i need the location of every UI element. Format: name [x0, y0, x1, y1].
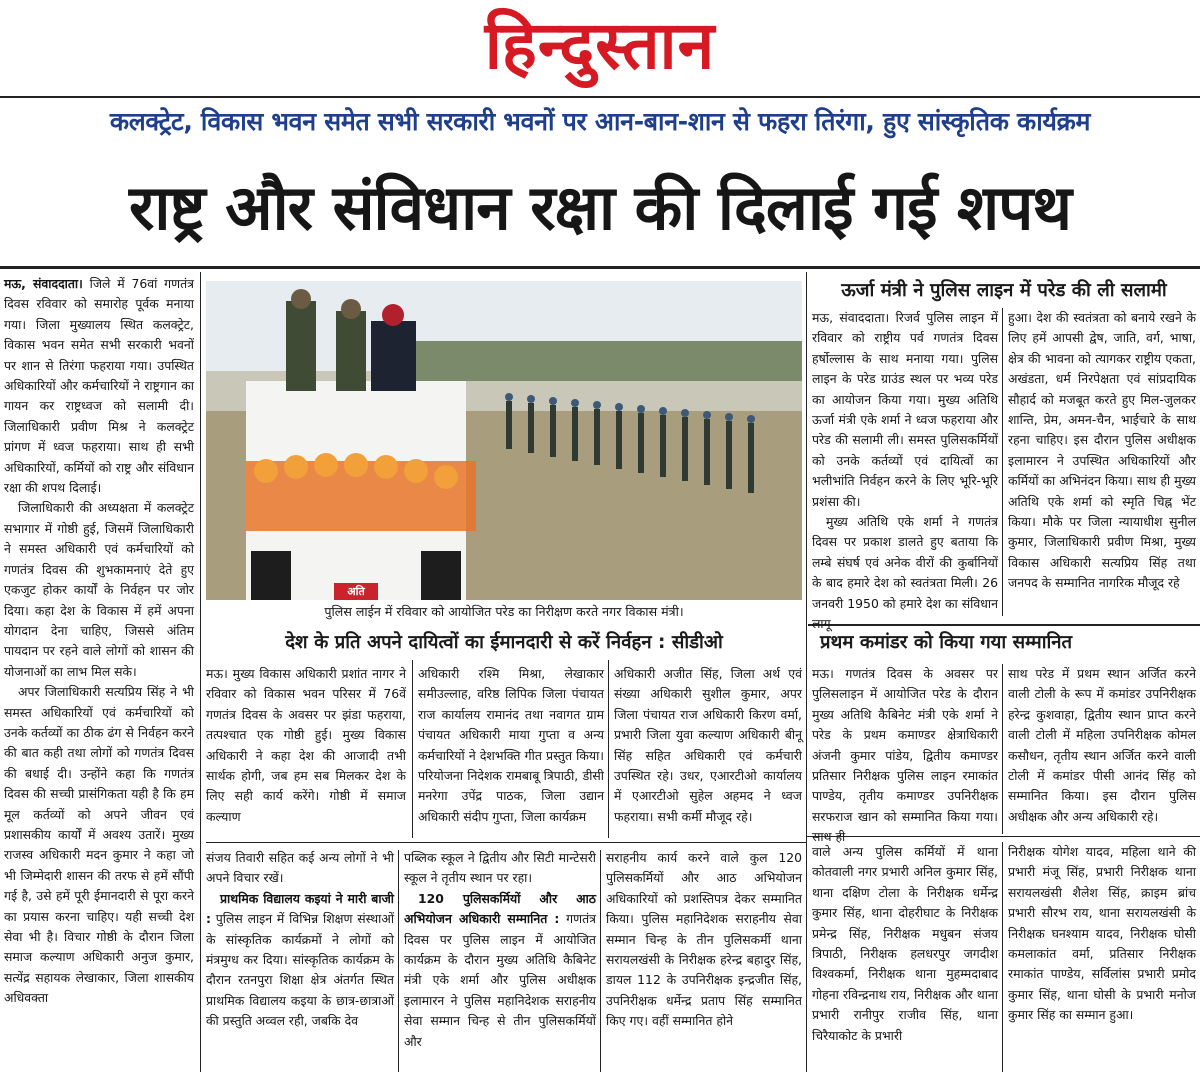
divider — [0, 266, 1200, 269]
paragraph — [4, 274, 194, 498]
paragraph: जिलाधिकारी की अध्यक्षता में कलक्ट्रेट सभागार में गोष्ठी हुई, जिसमें जिलाधिकारी ने समस्त अधिकारी एवं कर्मचारियों को गणतंत्र दिवस की शुभकामनाएं देते हुए एकजुट होकर कार्यों के निर्वहन पर जोर दिया। कहा देश के विकास में हमें अपना योगदान देना चाहिए, जिससे अंतिम पायदान पर रहने वाले लोगों को शासन की योजनाओं का लाभ मिल सके। — [4, 500, 194, 679]
column-divider — [1002, 664, 1003, 834]
photo-caption: पुलिस लाईन में रविवार को आयोजित परेड का निरीक्षण करते नगर विकास मंत्री। — [206, 601, 802, 623]
section-lead: 120 पुलिसकर्मियों और आठ अभियोजन अधिकारी सम्मानित : — [404, 890, 596, 927]
cdo-story-column-1 — [206, 664, 406, 840]
dateline: मऊ, संवाददाता। — [4, 276, 83, 291]
commander-story-column-1 — [812, 664, 998, 845]
paragraph-text: पुलिस लाइन में विभिन्न शिक्षण संस्थाओं के सांस्कृतिक कार्यक्रमों ने लोगों को मंत्रमुग्ध कर दिया। सांस्कृतिक कार्यक्रम के दौरान रतनपुरा शिक्षा क्षेत्र अंतर्गत स्थित प्राथमिक विद्यालय कइया के छात्र-छात्राओं की प्रस्तुति अव्वल रही, जबकि देव — [206, 911, 394, 1029]
paragraph: साथ परेड में प्रथम स्थान अर्जित करने वाली टोली के रूप में कमांडर उपनिरीक्षक हरेन्द्र कुशवाहा, द्वितीय स्थान प्राप्त करने वाली टोली में महिला उपनिरीक्षक कोमल कसौधन, तृतीय स्थान अर्जित करने वाली टोली में कमांडर पीसी आनंद सिंह को सम्मानित किया। इस दौरान पुलिस अधीक्षक और अन्य अधिकारी रहे। — [1008, 666, 1196, 824]
column-divider — [608, 660, 609, 838]
cdo-story-column-2 — [418, 664, 604, 840]
parade-photo-illustration — [206, 281, 802, 600]
masthead — [0, 0, 1200, 90]
column-divider — [1002, 308, 1003, 616]
minister-story-column-1 — [812, 308, 998, 632]
bottom-right-column-2 — [1008, 842, 1196, 1076]
paragraph: सराहनीय कार्य करने वाले कुल 120 पुलिसकर्मियों और आठ अभियोजन अधिकारियों को प्रशस्तिपत्र देकर सम्मानित किया। पुलिस महानिदेशक सराहनीय सेवा सम्मान चिन्ह के तीन पुलिसकर्मी थाना सरायलखंसी के निरीक्षक हरेन्द्र बहादुर सिंह, डायल 112 के उपनिरीक्षक इन्द्रजीत सिंह, उपनिरीक्षक धर्मेन्द्र प्रताप सिंह सम्मानित किए गए। वहीं सम्मानित होने — [606, 850, 802, 1029]
divider — [206, 842, 806, 843]
section-lead: प्राथमिक विद्यालय कइयां ने मारी बाजी : — [206, 890, 394, 927]
cdo-story-column-3 — [614, 664, 802, 840]
paragraph: अपर जिलाधिकारी सत्यप्रिय सिंह ने भी समस्त अधिकारियों एवं कर्मचारियों को उनके कर्तव्यों का ठीक ढंग से निर्वहन करने की बात कही तथा लोगों को गणतंत्र दिवस की बधाई दी। उन्होंने कहा कि गणतंत्र दिवस की सच्ची प्रासंगिकता यही है कि हम मूल कर्तव्यों को अपने जीवन एवं प्रशासकीय कार्यों में अवश्य उतारें। मुख्य राजस्व अधिकारी मदन कुमार ने कहा जो भी जिम्मेदारी शासन की तरफ से हमें सौंपी गई है, उसे हमें पूरी ईमानदारी से पूरा करने का प्रयास करना चाहिए। यही सच्ची देश सेवा भी है। विचार गोष्ठी के दौरान जिला समाज कल्याण अधिकारी अनुज कुमार, सत्येंद्र सहायक लेखाकार, जिला शासकीय अधिवक्ता — [4, 684, 194, 1006]
column-divider — [600, 850, 601, 1072]
main-headline: राष्ट्र और संविधान रक्षा की दिलाई गई शपथ — [129, 171, 1071, 244]
bottom-column-3 — [606, 848, 802, 1076]
minister-story-heading: ऊर्जा मंत्री ने पुलिस लाइन में परेड की ली सलामी — [841, 280, 1167, 301]
bottom-right-column-1 — [812, 842, 998, 1076]
bottom-column-1 — [206, 848, 394, 1076]
paragraph-text: गणतंत्र दिवस पर पुलिस लाइन में आयोजित कार्यक्रम के दौरान मुख्य अतिथि कैबिनेट मंत्री एके शर्मा और पुलिस अधीक्षक इलामारन ने पुलिस महानिदेशक सराहनीय सेवा सम्मान चिन्ह से तीन पुलिसकर्मियों और — [404, 911, 596, 1049]
column-divider — [200, 272, 201, 1072]
strap-headline: कलक्ट्रेट, विकास भवन समेत सभी सरकारी भवनों पर आन-बान-शान से फहरा तिरंगा, हुए सांस्कृतिक कार्यक्रम — [109, 107, 1091, 136]
news-photo — [206, 281, 802, 600]
paragraph: मऊ। मुख्य विकास अधिकारी प्रशांत नागर ने रविवार को विकास भवन परिसर में 76वें गणतंत्र दिवस के अवसर पर झंडा फहराया, तत्पश्चात एक गोष्ठी हुई। मुख्य विकास अधिकारी ने कहा देश की आजादी तभी सार्थक होगी, जब हम सब मिलकर देश के लिए सही कार्य करेंगे। गोष्ठी में समाज कल्याण — [206, 666, 406, 824]
newspaper-logo: हिन्दुस्तान — [484, 6, 716, 84]
paragraph — [206, 889, 394, 1032]
paragraph: अधिकारी अजीत सिंह, जिला अर्थ एवं संख्या अधिकारी सुशील कुमार, अपर जिला पंचायत राज अधिकारी किरण वर्मा, प्रभारी जिला युवा कल्याण अधिकारी बीनू सिंह सहित अधिकारी एवं कर्मचारी उपस्थित रहे। उधर, एआरटीओ कार्यालय में एआरटीओ सुहेल अहमद ने ध्वज फहराया। सभी कर्मी मौजूद रहे। — [614, 666, 802, 824]
paragraph: मऊ, संवाददाता। रिजर्व पुलिस लाइन में रविवार को राष्ट्रीय पर्व गणतंत्र दिवस हर्षोल्लास के साथ मनाया गया। पुलिस लाइन के परेड ग्राउंड स्थल पर भव्य परेड का आयोजन किया गया। मुख्य अतिथि ऊर्जा मंत्री एके शर्मा ने ध्वज फहराया और परेड की सलामी ली। समस्त पुलिसकर्मियों को उनके कर्तव्यों एवं दायित्वों का भलीभांति निर्वहन करने के लिए भूरि-भूरि प्रशंसा की। — [812, 310, 998, 509]
paragraph: संजय तिवारी सहित कई अन्य लोगों ने भी अपने विचार रखें। — [206, 850, 394, 886]
paragraph: अधिकारी रश्मि मिश्रा, लेखाकार समीउल्लाह, वरिष्ठ लिपिक जिला पंचायत राज कार्यालय रामानंद तथा नवागत ग्राम पंचायत अधिकारी माया गुप्ता व अन्य कर्मचारियों ने देशभक्ति गीत प्रस्तुत किया। परियोजना निदेशक रामबाबू त्रिपाठी, डीसी मनरेगा उपेंद्र पाठक, जिला उद्यान अधिकारी संदीप गुप्ता, जिला कार्यक्रम — [418, 666, 604, 824]
column-divider — [412, 660, 413, 838]
cdo-story-heading: देश के प्रति अपने दायित्वों का ईमानदारी से करें निर्वहन : सीडीओ — [285, 632, 723, 653]
paragraph: वाले अन्य पुलिस कर्मियों में थाना कोतवाली नगर प्रभारी अनिल कुमार सिंह, थाना दक्षिण टोला के निरीक्षक धर्मेन्द्र कुमार सिंह, थाना दोहरीघाट के निरीक्षक प्रमेन्द्र सिंह, निरीक्षक मधुबन संजय त्रिपाठी, निरीक्षक हलधरपुर जगदीश विश्वकर्मा, निरीक्षक थाना मुहम्मदाबाद गोहना रविन्द्रनाथ राय, निरीक्षक और थाना प्रभारी रानीपुर राजीव सिंह, थाना चिरैयाकोट के प्रभारी — [812, 844, 998, 1043]
bottom-column-2 — [404, 848, 596, 1076]
column-divider — [1002, 842, 1003, 1072]
column-divider — [398, 850, 399, 1072]
paragraph: मुख्य अतिथि एके शर्मा ने गणतंत्र दिवस पर प्रकाश डालते हुए बताया कि लम्बे संघर्ष एवं अनेक वीरों की कुर्बानियों के बाद हमारे देश को स्वतंत्रता मिली। 26 जनवरी 1950 को हमारे देश का संविधान लागू — [812, 514, 998, 632]
commander-story-heading: प्रथम कमांडर को किया गया सम्मानित — [820, 632, 1073, 653]
paragraph: पब्लिक स्कूल ने द्वितीय और सिटी मान्टेसरी स्कूल ने तृतीय स्थान पर रहा। — [404, 850, 596, 886]
commander-story-column-2 — [1008, 664, 1196, 834]
divider — [0, 96, 1200, 98]
paragraph: निरीक्षक योगेश यादव, महिला थाने की प्रभारी मंजू सिंह, प्रभारी निरीक्षक थाना सरायलखंसी शैलेश सिंह, क्राइम ब्रांच प्रभारी सौरभ राय, थाना सरायलखंसी के निरीक्षक घनश्याम यादव, निरीक्षक घोसी कमलाकांत वर्मा, प्रतिसार निरीक्षक रमाकांत पाण्डेय, सर्विलांस प्रभारी प्रमोद कुमार सिंह, थाना घोसी के प्रभारी मनोज कुमार सिंह का सम्मान हुआ। — [1008, 844, 1196, 1023]
paragraph — [404, 889, 596, 1052]
minister-story-column-2 — [1008, 308, 1196, 618]
column-divider — [806, 272, 807, 1072]
paragraph: मऊ। गणतंत्र दिवस के अवसर पर पुलिसलाइन में आयोजित परेड के दौरान मुख्य अतिथि कैबिनेट मंत्री एके शर्मा ने परेड के प्रथम कमाण्डर क्षेत्राधिकारी अंजनी कुमार पांडेय, द्वितीय कमाण्डर प्रतिसार निरीक्षक पुलिस लाइन रमाकांत पाण्डेय, तृतीय कमाण्डर उपनिरीक्षक सरफराज खान को सम्मानित किया गया। साथ ही — [812, 666, 998, 845]
left-story-column — [4, 274, 194, 1080]
paragraph: हुआ। देश की स्वतंत्रता को बनाये रखने के लिए हमें आपसी द्वेष, जाति, वर्ग, भाषा, क्षेत्र की भावना को त्यागकर राष्ट्रीय एकता, अखंडता, धर्म निरपेक्षता एवं सांप्रदायिक सौहार्द को मजबूत करते हुए मिल-जुलकर शान्ति, प्रेम, अमन-चैन, भाईचारे के साथ रहना चाहिए। इस दौरान पुलिस अधीक्षक इलामारन ने उपस्थित अधिकारियों और कर्मियों का अभिनंदन किया। साथ ही मुख्य अतिथि एके शर्मा को स्मृति चिह्न भेंट किया। मौके पर जिला न्यायाधीश सुनील कुमार, जिलाधिकारी प्रवीण मिश्रा, मुख्य विकास अधिकारी सत्यप्रिय सिंह तथा जनपद के सम्मानित नागरिक मौजूद रहे — [1008, 310, 1196, 591]
number-plate: अति — [334, 583, 378, 600]
paragraph-text: जिले में 76वां गणतंत्र दिवस रविवार को समारोह पूर्वक मनाया गया। जिला मुख्यालय स्थित कलक्ट्रेट, विकास भवन समेत सभी सरकारी भवनों पर शान से तिरंगा फहराया गया। उपस्थित अधिकारियों और कर्मचारियों ने राष्ट्रगान का गायन कर राष्ट्रध्वज को सलामी दी। जिलाधिकारी प्रवीण मिश्र ने कलक्ट्रेट प्रांगण में ध्वज फहराया। साथ ही सभी अधिकारियों, कर्मियों को राष्ट्र और संविधान रक्षा की शपथ दिलाई। — [4, 276, 194, 496]
